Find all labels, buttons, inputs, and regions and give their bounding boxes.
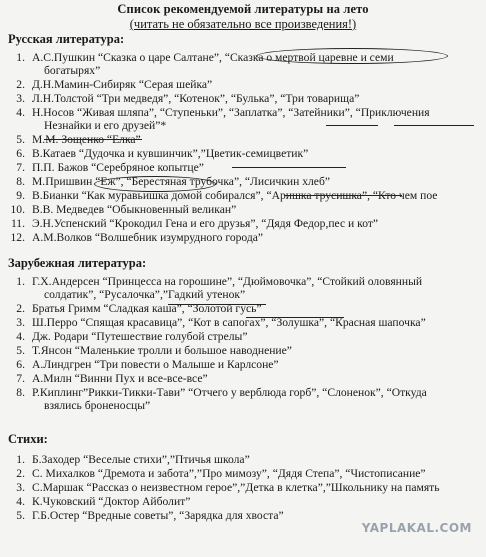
list-item-number: 6. (16, 147, 25, 160)
list-item-number: 11. (10, 217, 25, 230)
list-item-number: 2. (16, 78, 25, 91)
pen-circle-mark (94, 176, 216, 192)
list-item (8, 330, 247, 343)
list-item (8, 386, 427, 399)
list-item-text: А.Милн “Винни Пух и все-все-все” (32, 372, 208, 385)
list-item (8, 231, 263, 244)
list-item-text: А.С.Пушкин “Сказка о царе Салтане”, “Сказка о мертвой царевне и семи (32, 51, 394, 64)
list-item-number: 7. (16, 372, 25, 385)
section-heading-russian: Русская литература: (8, 32, 125, 46)
list-item-continuation: солдатик”, “Русалочка”,”Гадкий утенок” (44, 288, 246, 301)
list-item (8, 161, 204, 174)
list-item-number: 4. (16, 106, 25, 119)
section-heading-foreign: Зарубежная литература: (8, 256, 147, 270)
list-item-continuation: Незнайки и его друзей”* (44, 119, 167, 132)
list-item-text: М.М. Зощенко “Елка” (32, 133, 141, 146)
list-item-number: 4. (16, 495, 25, 508)
list-item-text: В.Бианки “Как муравьишка домой собирался”, “Аришка трусишка”, “Кто чем пое (32, 189, 438, 202)
list-item-text: В.В. Медведев “Обыкновенный великан” (32, 203, 237, 216)
list-item-text: С. Михалков “Дремота и забота”,”Про мимозу”, “Дядя Степа”, “Чистописание” (32, 467, 426, 480)
list-item (8, 495, 190, 508)
pen-circle-mark (256, 48, 448, 64)
document-title: Список рекомендуемой литературы на лето (117, 2, 369, 16)
list-item-number: 5. (16, 509, 25, 522)
list-item-text: А.М.Волков “Волшебник изумрудного города” (32, 231, 264, 244)
list-item-number: 7. (16, 161, 25, 174)
list-item-text: Э.Н.Успенский “Крокодил Гена и его друзья”, “Дядя Федор,пес и кот” (32, 217, 379, 230)
list-item (8, 275, 422, 288)
pen-underline-mark (394, 125, 474, 126)
list-item-number: 3. (16, 316, 25, 329)
pen-underline-mark (326, 125, 378, 126)
list-item (8, 372, 208, 385)
list-item-text: Г.Х.Андерсен “Принцесса на горошине”, “Дюймовочка”, “Стойкий оловянный (32, 275, 423, 288)
list-item-text: С.Маршак “Рассказ о неизвестном герое”,”Детка в клетка”,”Школьнику на память (32, 481, 440, 494)
list-item-text: Н.Носов “Живая шляпа”, “Ступеньки”, “Заплатка”, “Затейники”, “Приключения (32, 106, 430, 119)
pen-underline-mark (246, 317, 344, 318)
list-item (8, 316, 426, 329)
list-item (8, 78, 212, 91)
list-item (8, 92, 359, 105)
list-item-number: 9. (16, 189, 25, 202)
list-item-continuation: богатырях” (44, 64, 101, 77)
list-item-number: 2. (16, 302, 25, 315)
list-item-number: 6. (16, 358, 25, 371)
list-item-number: 10. (10, 203, 25, 216)
watermark-logo: YAPLAKAL.COM (361, 521, 472, 535)
list-item-number: 4. (16, 330, 25, 343)
list-item-text: Д.Н.Мамин-Сибиряк “Серая шейка” (32, 78, 213, 91)
pen-underline-mark (232, 167, 346, 168)
list-item (8, 509, 284, 522)
pen-underline-mark (44, 139, 142, 140)
pen-underline-mark (284, 195, 402, 196)
list-item-text: А.Линдгрен “Три повести о Малыше и Карлсоне” (32, 358, 279, 371)
list-item-text: Г.Б.Остер “Вредные советы”, “Зарядка для хвоста” (32, 509, 284, 522)
list-item-number: 2. (16, 467, 25, 480)
list-item (8, 217, 378, 230)
list-item-number: 8. (16, 175, 25, 188)
list-item-number: 5. (16, 133, 25, 146)
list-item (8, 481, 440, 494)
section-heading-poems: Стихи: (8, 432, 48, 446)
list-item-text: Л.Н.Толстой “Три медведя”, “Котенок”, “Булька”, “Три товарища” (32, 92, 360, 105)
document-subtitle: (читать не обязательно все произведения!) (129, 17, 357, 31)
list-item-text: Р.Киплинг”Рикки-Тикки-Тави” “Отчего у верблюда горб”, “Слоненок”, “Откуда (32, 386, 427, 399)
list-item-text: В.Катаев “Дудочка и кувшинчик”,”Цветик-семицветик” (32, 147, 309, 160)
list-item (8, 467, 426, 480)
list-item-number: 3. (16, 92, 25, 105)
list-item-text: Ш.Перро “Спящая красавица”, “Кот в сапогах”, “Золушка”, “Красная шапочка” (32, 316, 426, 329)
list-item-text: П.П. Бажов “Серебряное копытце” (32, 161, 204, 174)
pen-underline-mark (168, 304, 266, 305)
list-item-number: 5. (16, 344, 25, 357)
list-item (8, 344, 292, 357)
list-item (8, 453, 250, 466)
list-item-number: 1. (16, 51, 25, 64)
list-item-text: К.Чуковский “Доктор Айболит” (32, 495, 191, 508)
list-item-text: Б.Заходер “Веселые стихи”,”Птичья школа” (32, 453, 250, 466)
list-item-text: Дж. Родари “Путешествие голубой стрелы” (32, 330, 248, 343)
list-item-text: Т.Янсон “Маленькие тролли и большое наводнение” (32, 344, 292, 357)
list-item (8, 358, 279, 371)
list-item-number: 3. (16, 481, 25, 494)
list-item (8, 147, 308, 160)
list-item (8, 203, 236, 216)
list-item-number: 1. (16, 275, 25, 288)
list-item-continuation: взялись броненосцы” (44, 399, 151, 412)
list-item-number: 12. (10, 231, 25, 244)
list-item-text: Братья Гримм “Сладкая каша”, “Золотой гусь” (32, 302, 262, 315)
list-item (8, 106, 430, 119)
list-item-text: М.Пришвин “Еж”, “Берестяная трубочка”, “Лисичкин хлеб” (32, 175, 331, 188)
list-item-number: 1. (16, 453, 25, 466)
list-item-number: 8. (16, 386, 25, 399)
